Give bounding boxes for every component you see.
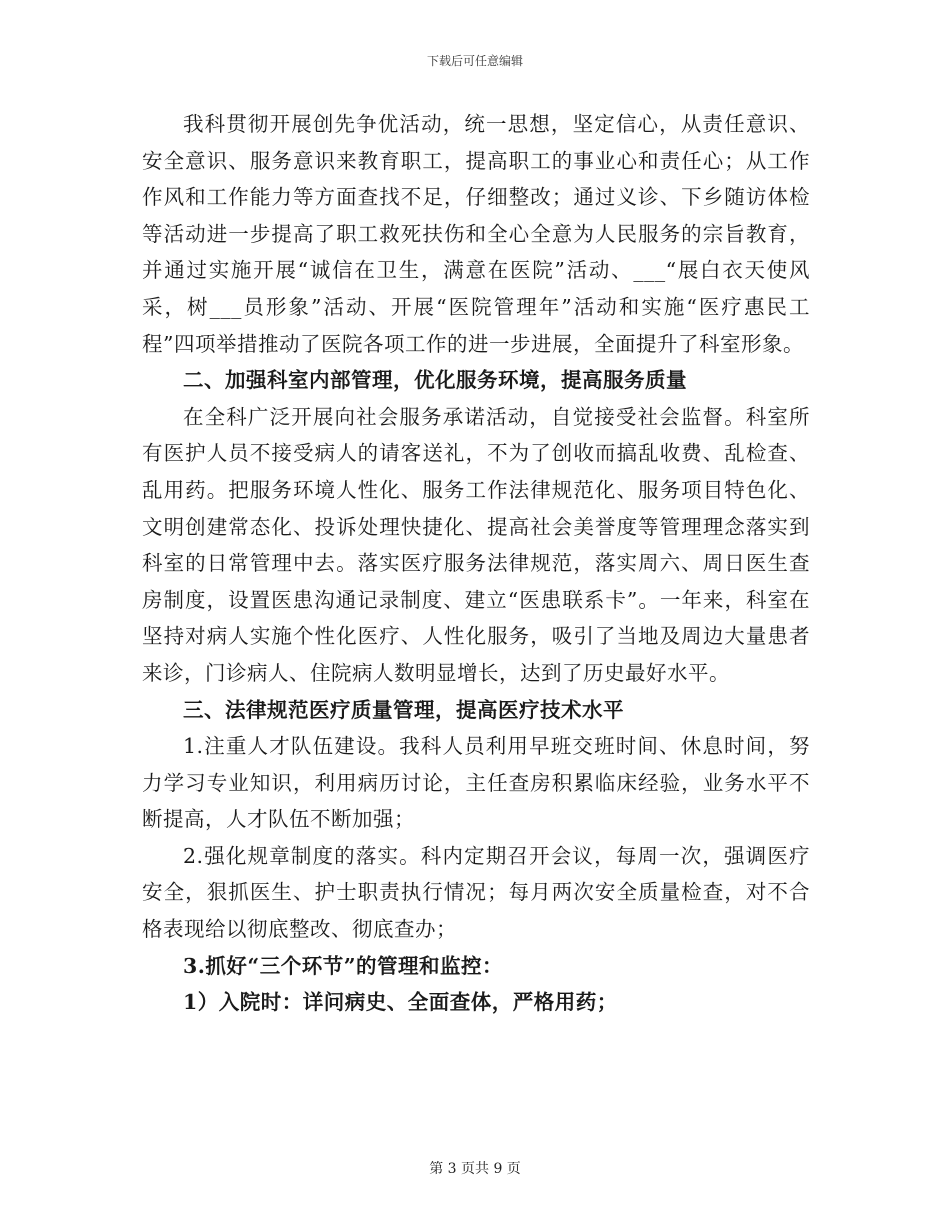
paragraph-subitem-1: 1）入院时：详问病史、全面查体，严格用药； [183,990,618,1015]
section-heading-2: 二、加强科室内部管理，优化服务环境，提高服务质量 [183,368,687,393]
paragraph-service: 在全科广泛开展向社会服务承诺活动，自觉接受社会监督。科室所有医护人员不接受病人的请客送礼，不为了创收而搞乱收费、乱检查、乱用药。把服务环境人性化、服务工作法律规范化、服务项目特色化、文明创建常态化、投诉处理快捷化、提高社会美誉度等管理理念落实到科室的日常管理中去。落实医疗服务法律规范，落实周六、周日医生查房制度，设置医患沟通记录制度、建立“医患联系卡”。一年来，科室在坚持对病人实施个性化医疗、人性化服务，吸引了当地及周边大量患者来诊，门诊病人、住院病人数明显增长，达到了历史最好水平。 [142,404,810,685]
page-number-footer: 第 3 页共 9 页 [429,1161,521,1177]
paragraph-item-3-heading: 3.抓好“三个环节”的管理和监控： [183,953,503,978]
document-body [142,106,810,1021]
paragraph-intro: 我科贯彻开展创先争优活动，统一思想，坚定信心，从责任意识、安全意识、服务意识来教育职工，提高职工的事业心和责任心；从工作作风和工作能力等方面查找不足，仔细整改；通过义诊、下乡随访体检等活动进一步提高了职工救死扶伤和全心全意为人民服务的宗旨教育，并通过实施开展“诚信在卫生，满意在医院”活动、___“展白衣天使风采，树___员形象”活动、开展“医院管理年”活动和实施“医疗惠民工程”四项举措推动了医院各项工作的进一步进展，全面提升了科室形象。 [142,112,810,356]
page-header-note: 下载后可任意编辑 [426,54,523,68]
paragraph-item-1: 1.注重人才队伍建设。我科人员利用早班交班时间、休息时间，努力学习专业知识，利用病历讨论，主任查房积累临床经验，业务水平不断提高，人才队伍不断加强； [142,734,810,832]
paragraph-item-2: 2.强化规章制度的落实。科内定期召开会议，每周一次，强调医疗安全，狠抓医生、护士职责执行情况；每月两次安全质量检查，对不合格表现给以彻底整改、彻底查办； [142,843,810,942]
section-heading-3: 三、法律规范医疗质量管理，提高医疗技术水平 [183,697,624,722]
